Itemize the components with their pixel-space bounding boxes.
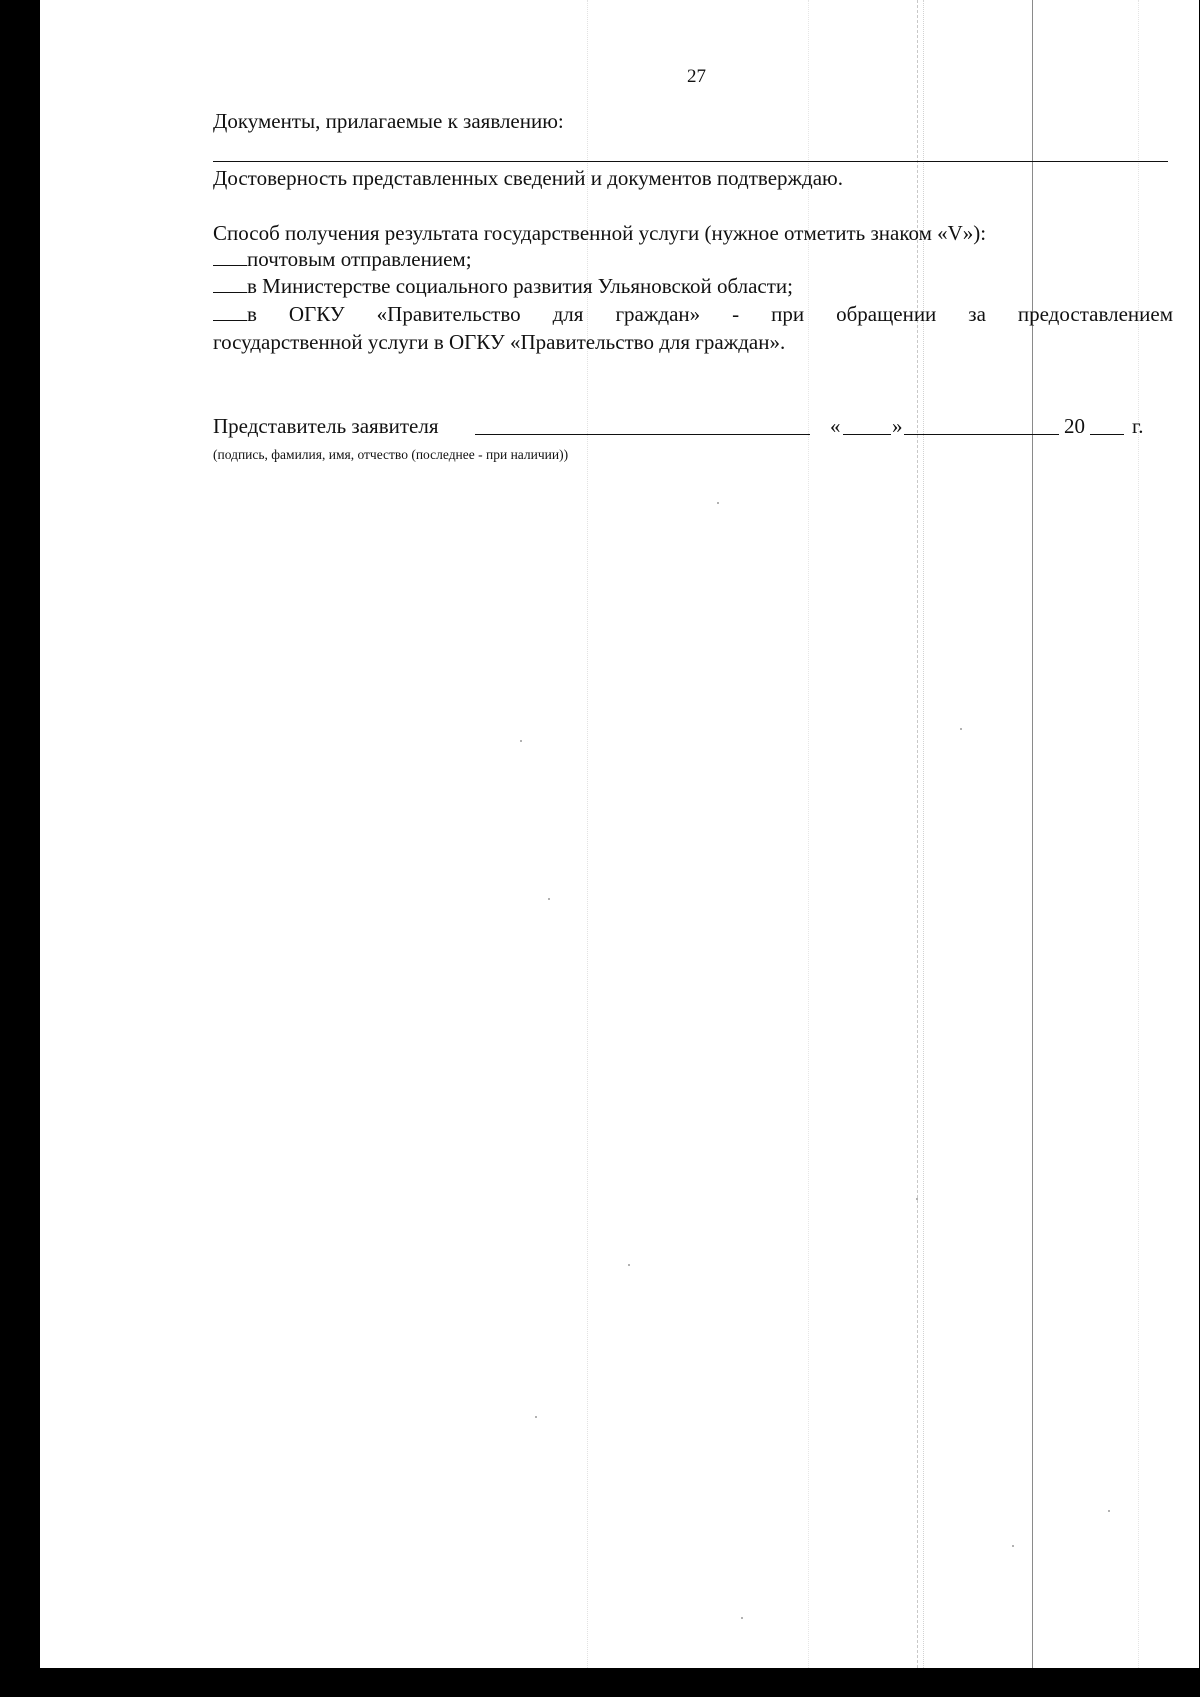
- result-option-ogku-continuation: государственной услуги в ОГКУ «Правительство для граждан».: [213, 330, 786, 354]
- scan-border-left: [0, 0, 40, 1697]
- date-quote-close: »: [892, 414, 903, 438]
- option-label: в Министерстве социального развития Ульяновской области;: [247, 274, 793, 298]
- attachments-label: Документы, прилагаемые к заявлению:: [213, 109, 564, 133]
- page-number: 27: [687, 66, 706, 87]
- scan-speck: [535, 1416, 537, 1418]
- scan-artifact-line: [1138, 0, 1139, 1668]
- scan-border-bottom: [0, 1668, 1200, 1697]
- scan-speck: [1012, 1545, 1014, 1547]
- scan-speck: [520, 740, 522, 742]
- date-month-fill-line[interactable]: [904, 434, 1059, 435]
- scan-speck: [1108, 1510, 1110, 1512]
- date-day-fill-line[interactable]: [843, 434, 891, 435]
- result-option-mail: [213, 245, 472, 273]
- scan-artifact-line: [808, 0, 809, 1668]
- attachments-fill-line[interactable]: [213, 161, 1168, 162]
- date-year-prefix: 20: [1064, 414, 1085, 438]
- scan-artifact-line: [587, 0, 588, 1668]
- signature-fill-line[interactable]: [475, 434, 810, 435]
- scan-artifact-line: [917, 0, 918, 1668]
- representative-label: Представитель заявителя: [213, 414, 439, 438]
- result-method-heading: Способ получения результата государственной услуги (нужное отметить знаком «V»):: [213, 221, 987, 245]
- scan-artifact-line: [1032, 0, 1033, 1668]
- scan-speck: [916, 1198, 918, 1200]
- date-quote-open: «: [830, 414, 841, 438]
- date-year-fill-line[interactable]: [1090, 434, 1124, 435]
- scan-speck: [741, 1617, 743, 1619]
- option-label: почтовым отправлением;: [247, 247, 472, 271]
- option-label: в ОГКУ «Правительство для граждан» - при обращении за предоставлением: [247, 302, 1173, 326]
- scan-artifact-line: [923, 0, 924, 1668]
- scan-speck: [628, 1264, 630, 1266]
- checkmark-blank[interactable]: [213, 245, 247, 266]
- result-option-ogku: [213, 300, 1173, 328]
- scan-speck: [548, 898, 550, 900]
- checkmark-blank[interactable]: [213, 272, 247, 293]
- scan-speck: [960, 728, 962, 730]
- checkmark-blank[interactable]: [213, 300, 247, 321]
- date-year-suffix: г.: [1132, 414, 1144, 438]
- signature-caption: (подпись, фамилия, имя, отчество (последнее - при наличии)): [213, 447, 569, 462]
- result-option-ministry: [213, 272, 793, 300]
- confirmation-statement: Достоверность представленных сведений и документов подтверждаю.: [213, 166, 843, 190]
- scan-speck: [717, 502, 719, 504]
